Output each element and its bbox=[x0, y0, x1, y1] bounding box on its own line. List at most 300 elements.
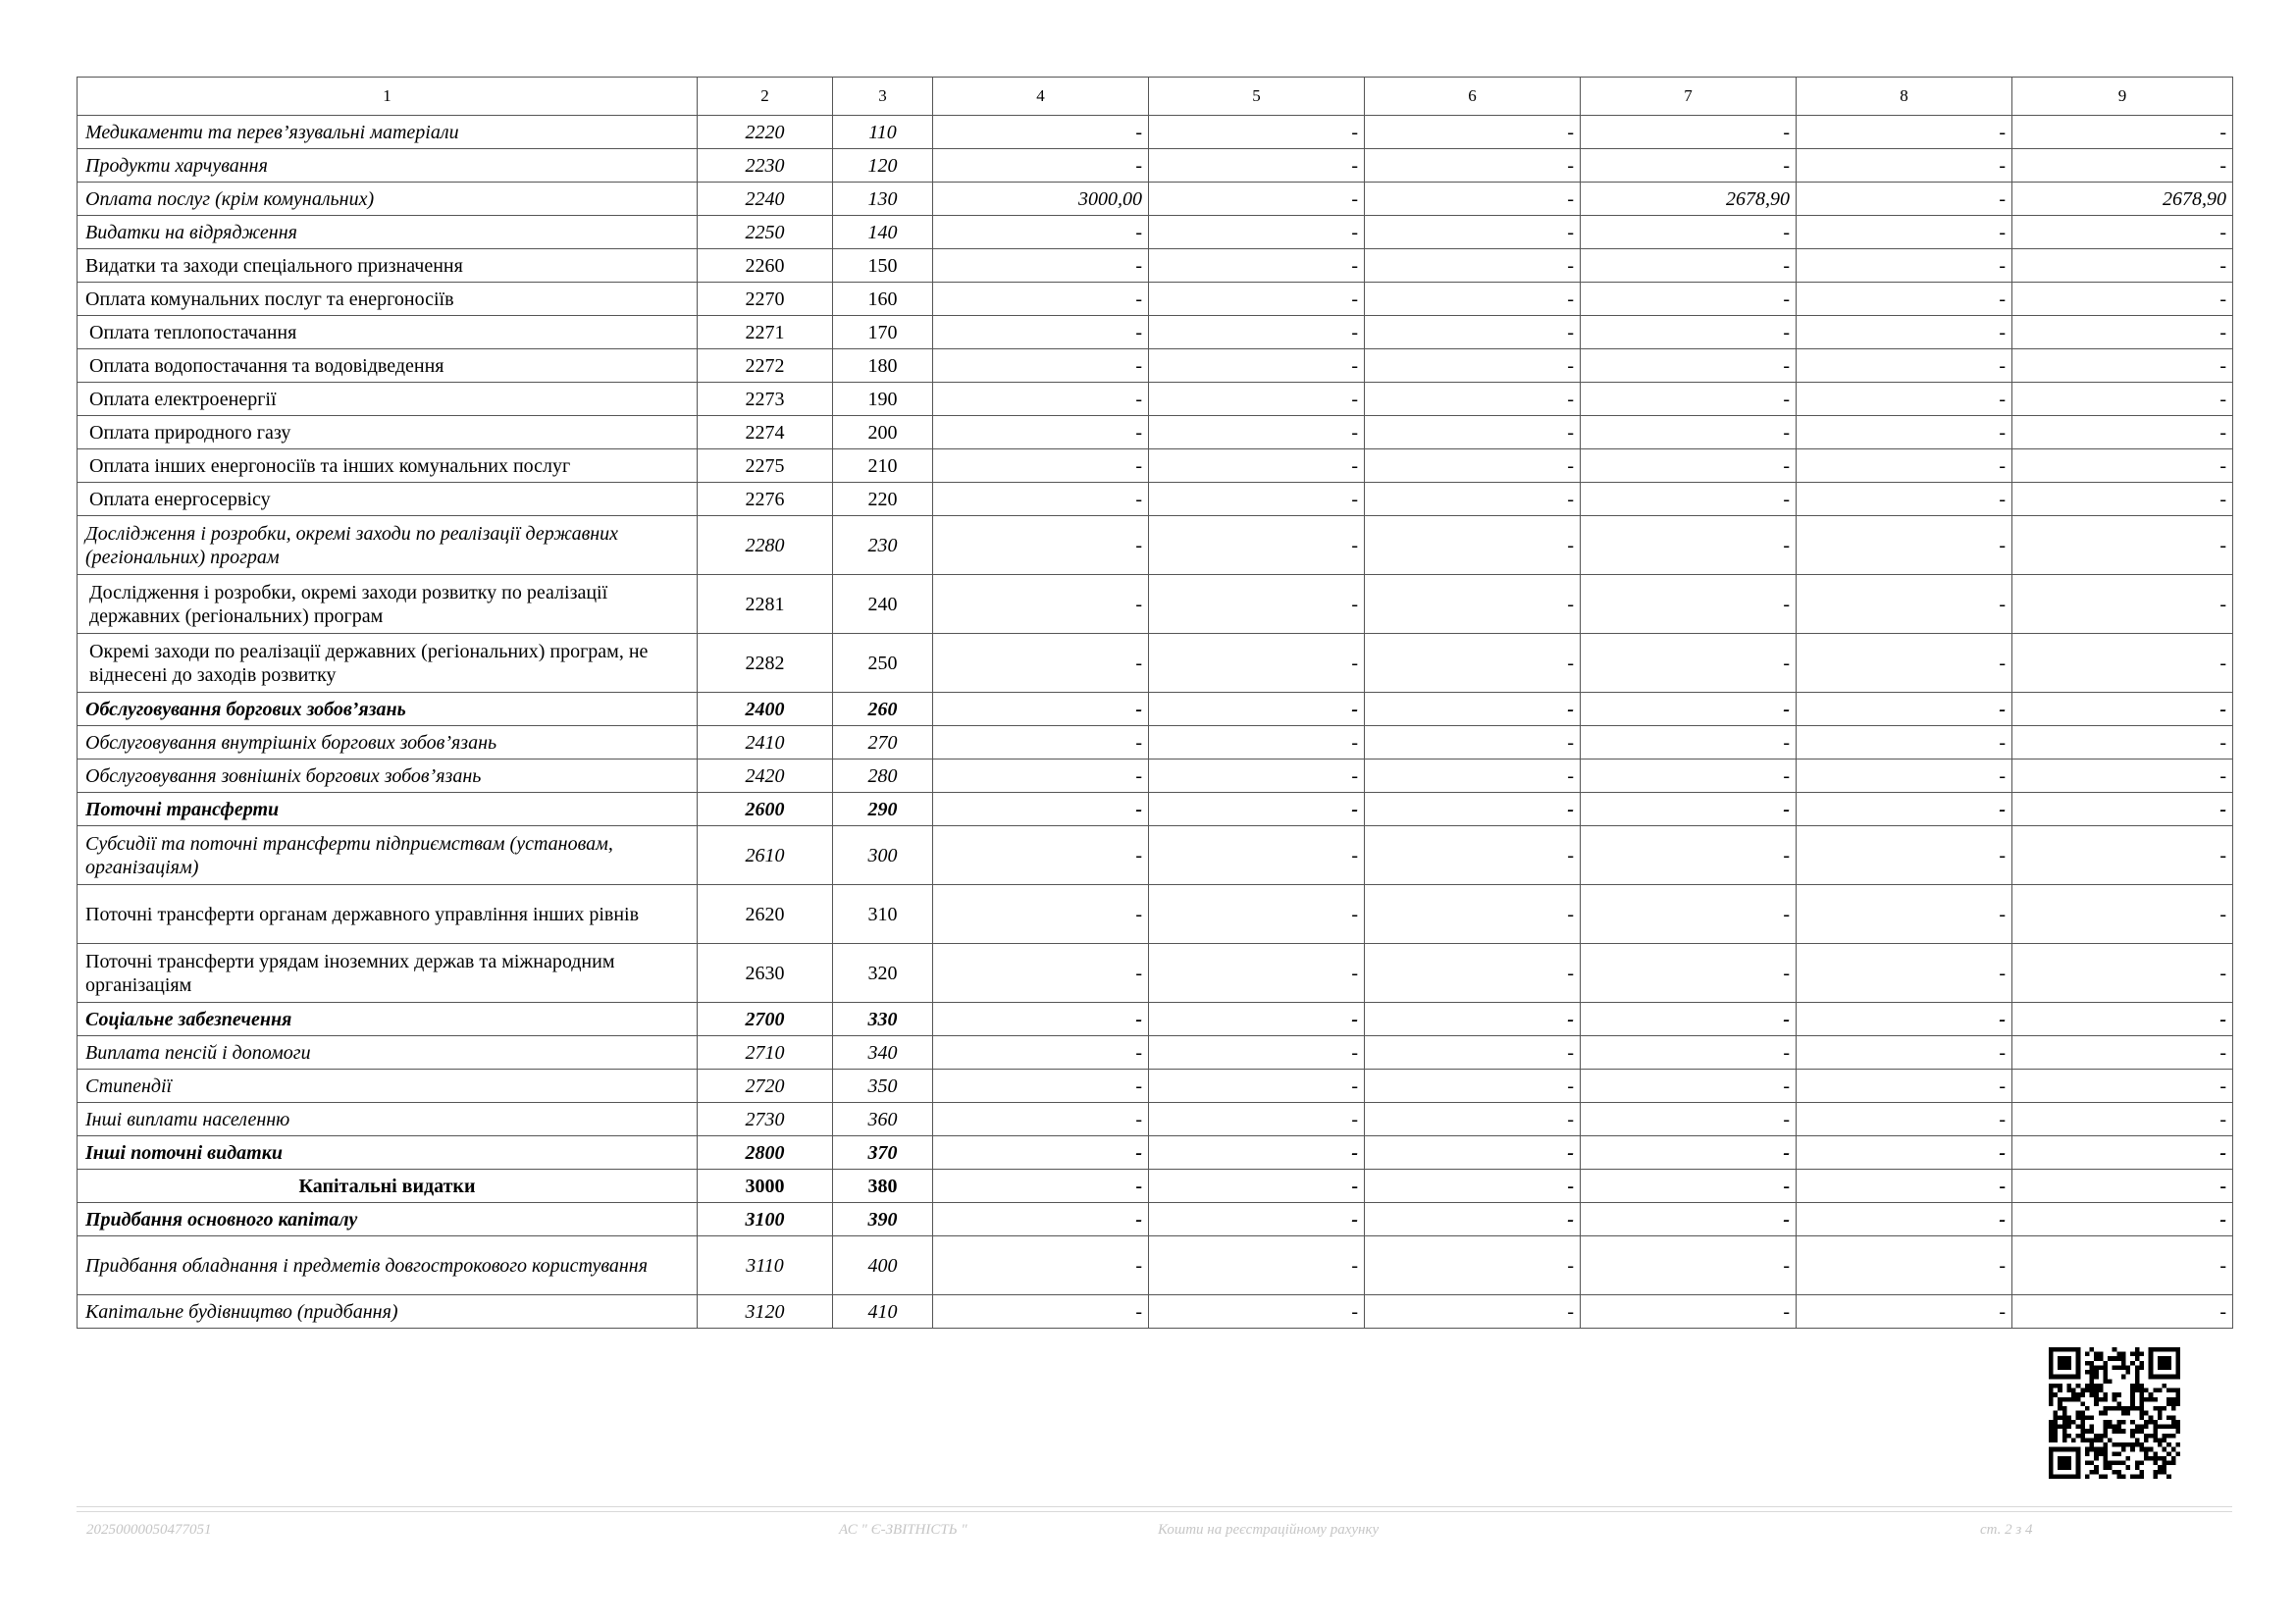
column-number: 7 bbox=[1581, 78, 1797, 116]
footer-form: Кошти на реєстраційному рахунку bbox=[1158, 1522, 1380, 1538]
row-name: Оплата водопостачання та водовідведення bbox=[78, 349, 698, 383]
row-name: Виплата пенсій і допомоги bbox=[78, 1036, 698, 1070]
row-value: - bbox=[1581, 283, 1797, 316]
row-value: - bbox=[1149, 249, 1365, 283]
row-value: - bbox=[1797, 283, 2012, 316]
row-value: - bbox=[933, 793, 1149, 826]
row-value: - bbox=[1581, 1170, 1797, 1203]
row-value: - bbox=[1797, 383, 2012, 416]
row-value: - bbox=[1581, 826, 1797, 885]
row-line: 300 bbox=[833, 826, 933, 885]
row-code: 2272 bbox=[698, 349, 833, 383]
row-value: - bbox=[1581, 216, 1797, 249]
row-value: - bbox=[1581, 885, 1797, 944]
row-value: - bbox=[1581, 575, 1797, 634]
row-value: - bbox=[1365, 449, 1581, 483]
row-value: 2678,90 bbox=[1581, 183, 1797, 216]
row-line: 110 bbox=[833, 116, 933, 149]
row-value: - bbox=[2012, 416, 2233, 449]
row-line: 120 bbox=[833, 149, 933, 183]
column-number: 9 bbox=[2012, 78, 2233, 116]
row-name: Капітальні видатки bbox=[78, 1170, 698, 1203]
row-value: - bbox=[1149, 885, 1365, 944]
row-code: 2274 bbox=[698, 416, 833, 449]
row-line: 410 bbox=[833, 1295, 933, 1329]
row-code: 2800 bbox=[698, 1136, 833, 1170]
row-value: - bbox=[1365, 249, 1581, 283]
row-value: - bbox=[933, 1003, 1149, 1036]
row-value: - bbox=[1149, 449, 1365, 483]
row-name: Обслуговування зовнішніх боргових зобов’язань bbox=[78, 760, 698, 793]
row-line: 400 bbox=[833, 1236, 933, 1295]
column-number: 1 bbox=[78, 78, 698, 116]
row-code: 3120 bbox=[698, 1295, 833, 1329]
column-number: 3 bbox=[833, 78, 933, 116]
row-value: - bbox=[1365, 183, 1581, 216]
row-name: Субсидії та поточні трансферти підприємствам (установам, організаціям) bbox=[78, 826, 698, 885]
row-value: - bbox=[1365, 693, 1581, 726]
table-row bbox=[78, 1170, 2233, 1203]
row-line: 320 bbox=[833, 944, 933, 1003]
table-row bbox=[78, 516, 2233, 575]
row-value: - bbox=[1365, 1295, 1581, 1329]
row-value: - bbox=[933, 283, 1149, 316]
row-value: - bbox=[1581, 793, 1797, 826]
row-name: Інші виплати населенню bbox=[78, 1103, 698, 1136]
row-value: - bbox=[1797, 1036, 2012, 1070]
row-value: - bbox=[2012, 1136, 2233, 1170]
row-name: Оплата комунальних послуг та енергоносіїв bbox=[78, 283, 698, 316]
row-code: 2630 bbox=[698, 944, 833, 1003]
row-value: - bbox=[1365, 793, 1581, 826]
row-value: - bbox=[1149, 634, 1365, 693]
row-value: - bbox=[1797, 249, 2012, 283]
row-value: - bbox=[2012, 449, 2233, 483]
row-value: - bbox=[933, 634, 1149, 693]
row-value: - bbox=[1365, 944, 1581, 1003]
row-value: - bbox=[1149, 216, 1365, 249]
footer-doc-id: 20250000050477051 bbox=[86, 1522, 212, 1538]
row-value: - bbox=[1149, 416, 1365, 449]
row-value: - bbox=[2012, 116, 2233, 149]
row-value: - bbox=[933, 316, 1149, 349]
row-name: Медикаменти та перев’язувальні матеріали bbox=[78, 116, 698, 149]
row-line: 350 bbox=[833, 1070, 933, 1103]
row-value: - bbox=[1149, 944, 1365, 1003]
row-value: - bbox=[1797, 575, 2012, 634]
row-value: - bbox=[933, 1136, 1149, 1170]
table-row bbox=[78, 1003, 2233, 1036]
row-value: - bbox=[933, 726, 1149, 760]
footer-divider bbox=[77, 1506, 2232, 1507]
row-value: - bbox=[1149, 826, 1365, 885]
row-value: - bbox=[1365, 826, 1581, 885]
row-code: 2220 bbox=[698, 116, 833, 149]
row-value: - bbox=[1149, 183, 1365, 216]
footer-system: АС " Є-ЗВІТНІСТЬ " bbox=[839, 1522, 967, 1538]
row-line: 270 bbox=[833, 726, 933, 760]
row-code: 2230 bbox=[698, 149, 833, 183]
table-row bbox=[78, 693, 2233, 726]
row-line: 230 bbox=[833, 516, 933, 575]
row-value: - bbox=[1365, 726, 1581, 760]
row-name: Видатки та заходи спеціального призначення bbox=[78, 249, 698, 283]
row-name: Придбання обладнання і предметів довгострокового користування bbox=[78, 1236, 698, 1295]
row-value: - bbox=[1797, 1170, 2012, 1203]
row-code: 2273 bbox=[698, 383, 833, 416]
row-value: - bbox=[1365, 383, 1581, 416]
row-code: 3110 bbox=[698, 1236, 833, 1295]
row-line: 180 bbox=[833, 349, 933, 383]
column-number-row bbox=[78, 78, 2233, 116]
row-value: - bbox=[1797, 483, 2012, 516]
row-value: - bbox=[933, 575, 1149, 634]
row-value: - bbox=[1581, 726, 1797, 760]
row-name: Окремі заходи по реалізації державних (регіональних) програм, не віднесені до заходів розвитку bbox=[78, 634, 698, 693]
row-value: - bbox=[1365, 149, 1581, 183]
row-code: 2420 bbox=[698, 760, 833, 793]
row-value: - bbox=[1581, 693, 1797, 726]
row-line: 150 bbox=[833, 249, 933, 283]
row-value: - bbox=[933, 483, 1149, 516]
table-row bbox=[78, 1136, 2233, 1170]
row-value: - bbox=[1149, 316, 1365, 349]
row-line: 160 bbox=[833, 283, 933, 316]
table-row bbox=[78, 249, 2233, 283]
row-value: - bbox=[1797, 1003, 2012, 1036]
row-value: - bbox=[1797, 693, 2012, 726]
row-code: 2410 bbox=[698, 726, 833, 760]
row-line: 280 bbox=[833, 760, 933, 793]
row-line: 140 bbox=[833, 216, 933, 249]
table-row bbox=[78, 575, 2233, 634]
table-row bbox=[78, 416, 2233, 449]
row-value: - bbox=[1581, 944, 1797, 1003]
table-row bbox=[78, 316, 2233, 349]
row-value: - bbox=[2012, 383, 2233, 416]
column-number: 8 bbox=[1797, 78, 2012, 116]
row-value: - bbox=[1797, 1136, 2012, 1170]
row-value: - bbox=[933, 149, 1149, 183]
row-value: - bbox=[2012, 634, 2233, 693]
row-code: 2282 bbox=[698, 634, 833, 693]
row-name: Поточні трансферти органам державного управління інших рівнів bbox=[78, 885, 698, 944]
column-number: 6 bbox=[1365, 78, 1581, 116]
table-row bbox=[78, 885, 2233, 944]
table-row bbox=[78, 944, 2233, 1003]
row-value: - bbox=[1365, 116, 1581, 149]
row-value: - bbox=[1797, 1295, 2012, 1329]
row-code: 2400 bbox=[698, 693, 833, 726]
row-value: - bbox=[933, 693, 1149, 726]
row-value: - bbox=[1365, 283, 1581, 316]
row-value: - bbox=[1797, 944, 2012, 1003]
row-line: 310 bbox=[833, 885, 933, 944]
row-name: Стипендії bbox=[78, 1070, 698, 1103]
column-number: 2 bbox=[698, 78, 833, 116]
row-value: - bbox=[933, 1070, 1149, 1103]
row-value: - bbox=[1797, 1070, 2012, 1103]
row-code: 2600 bbox=[698, 793, 833, 826]
row-value: - bbox=[1581, 1070, 1797, 1103]
row-line: 340 bbox=[833, 1036, 933, 1070]
row-value: - bbox=[2012, 349, 2233, 383]
row-name: Капітальне будівництво (придбання) bbox=[78, 1295, 698, 1329]
row-name: Обслуговування боргових зобов’язань bbox=[78, 693, 698, 726]
row-code: 2276 bbox=[698, 483, 833, 516]
row-value: - bbox=[1365, 349, 1581, 383]
row-value: 2678,90 bbox=[2012, 183, 2233, 216]
row-value: - bbox=[1149, 575, 1365, 634]
row-value: - bbox=[933, 760, 1149, 793]
row-value: - bbox=[1149, 483, 1365, 516]
row-value: - bbox=[1797, 183, 2012, 216]
row-value: - bbox=[1149, 1203, 1365, 1236]
row-line: 290 bbox=[833, 793, 933, 826]
row-value: - bbox=[1149, 793, 1365, 826]
row-value: - bbox=[2012, 1203, 2233, 1236]
row-value: - bbox=[1149, 1070, 1365, 1103]
row-value: - bbox=[1581, 349, 1797, 383]
row-value: - bbox=[1581, 149, 1797, 183]
table-row bbox=[78, 383, 2233, 416]
row-value: - bbox=[933, 416, 1149, 449]
table-row bbox=[78, 483, 2233, 516]
row-value: - bbox=[1581, 1136, 1797, 1170]
row-value: - bbox=[1365, 885, 1581, 944]
row-name: Оплата послуг (крім комунальних) bbox=[78, 183, 698, 216]
row-value: - bbox=[933, 383, 1149, 416]
row-value: - bbox=[1149, 283, 1365, 316]
row-value: - bbox=[933, 944, 1149, 1003]
row-line: 250 bbox=[833, 634, 933, 693]
row-value: - bbox=[1581, 760, 1797, 793]
row-value: - bbox=[1365, 316, 1581, 349]
row-name: Оплата енергосервісу bbox=[78, 483, 698, 516]
row-value: - bbox=[2012, 149, 2233, 183]
row-code: 2260 bbox=[698, 249, 833, 283]
row-value: - bbox=[2012, 693, 2233, 726]
row-code: 2250 bbox=[698, 216, 833, 249]
row-value: - bbox=[1365, 1036, 1581, 1070]
row-value: - bbox=[1581, 416, 1797, 449]
table-row bbox=[78, 726, 2233, 760]
row-value: - bbox=[1149, 726, 1365, 760]
row-value: - bbox=[1365, 1203, 1581, 1236]
row-name: Поточні трансферти урядам іноземних держав та міжнародним організаціям bbox=[78, 944, 698, 1003]
table-row bbox=[78, 793, 2233, 826]
row-line: 390 bbox=[833, 1203, 933, 1236]
row-value: - bbox=[933, 249, 1149, 283]
row-value: - bbox=[933, 1236, 1149, 1295]
row-name: Соціальне забезпечення bbox=[78, 1003, 698, 1036]
row-value: - bbox=[1149, 1103, 1365, 1136]
table-row bbox=[78, 1295, 2233, 1329]
row-value: - bbox=[1149, 1036, 1365, 1070]
table-row bbox=[78, 826, 2233, 885]
row-value: - bbox=[1365, 416, 1581, 449]
row-name: Дослідження і розробки, окремі заходи по реалізації державних (регіональних) програм bbox=[78, 516, 698, 575]
table-row bbox=[78, 449, 2233, 483]
footer-divider bbox=[77, 1511, 2232, 1512]
row-name: Видатки на відрядження bbox=[78, 216, 698, 249]
row-line: 370 bbox=[833, 1136, 933, 1170]
row-value: - bbox=[2012, 726, 2233, 760]
row-value: - bbox=[1797, 216, 2012, 249]
row-value: - bbox=[1365, 575, 1581, 634]
row-value: - bbox=[1365, 1136, 1581, 1170]
row-name: Оплата природного газу bbox=[78, 416, 698, 449]
row-value: - bbox=[1365, 1003, 1581, 1036]
table-row bbox=[78, 1236, 2233, 1295]
table-row bbox=[78, 149, 2233, 183]
row-value: - bbox=[1581, 1103, 1797, 1136]
budget-table bbox=[77, 77, 2233, 1329]
row-value: - bbox=[1149, 516, 1365, 575]
row-name: Оплата теплопостачання bbox=[78, 316, 698, 349]
row-code: 2610 bbox=[698, 826, 833, 885]
row-value: - bbox=[1581, 1295, 1797, 1329]
row-value: - bbox=[933, 885, 1149, 944]
row-value: - bbox=[933, 1203, 1149, 1236]
row-code: 2270 bbox=[698, 283, 833, 316]
row-value: - bbox=[1149, 1170, 1365, 1203]
row-code: 2620 bbox=[698, 885, 833, 944]
row-value: - bbox=[2012, 1003, 2233, 1036]
row-value: - bbox=[1581, 634, 1797, 693]
row-value: - bbox=[1797, 449, 2012, 483]
row-value: - bbox=[2012, 483, 2233, 516]
row-line: 380 bbox=[833, 1170, 933, 1203]
row-value: - bbox=[2012, 516, 2233, 575]
row-value: - bbox=[1149, 693, 1365, 726]
row-code: 3100 bbox=[698, 1203, 833, 1236]
row-value: - bbox=[933, 516, 1149, 575]
row-code: 2280 bbox=[698, 516, 833, 575]
row-value: - bbox=[2012, 1070, 2233, 1103]
row-line: 210 bbox=[833, 449, 933, 483]
row-value: - bbox=[1581, 516, 1797, 575]
table-row bbox=[78, 216, 2233, 249]
row-value: - bbox=[1365, 1170, 1581, 1203]
row-value: - bbox=[933, 1103, 1149, 1136]
row-value: - bbox=[933, 216, 1149, 249]
row-name: Дослідження і розробки, окремі заходи розвитку по реалізації державних (регіональних) програм bbox=[78, 575, 698, 634]
row-value: - bbox=[1581, 1003, 1797, 1036]
row-value: - bbox=[933, 349, 1149, 383]
row-value: - bbox=[1365, 634, 1581, 693]
table-row bbox=[78, 1070, 2233, 1103]
row-value: - bbox=[1581, 383, 1797, 416]
row-value: - bbox=[1581, 249, 1797, 283]
table-row bbox=[78, 116, 2233, 149]
row-value: - bbox=[1365, 216, 1581, 249]
row-value: - bbox=[1797, 760, 2012, 793]
row-line: 240 bbox=[833, 575, 933, 634]
row-value: - bbox=[1149, 1003, 1365, 1036]
row-value: - bbox=[1581, 316, 1797, 349]
row-value: - bbox=[2012, 1036, 2233, 1070]
row-value: - bbox=[1797, 349, 2012, 383]
row-value: - bbox=[1365, 760, 1581, 793]
footer-page: ст. 2 з 4 bbox=[1980, 1522, 2033, 1538]
row-code: 2700 bbox=[698, 1003, 833, 1036]
row-name: Поточні трансферти bbox=[78, 793, 698, 826]
row-value: - bbox=[2012, 944, 2233, 1003]
row-line: 330 bbox=[833, 1003, 933, 1036]
qr-code-icon bbox=[2049, 1347, 2180, 1479]
row-value: - bbox=[1797, 149, 2012, 183]
row-value: - bbox=[1365, 1103, 1581, 1136]
table-row bbox=[78, 183, 2233, 216]
row-value: - bbox=[1797, 316, 2012, 349]
row-name: Інші поточні видатки bbox=[78, 1136, 698, 1170]
row-value: - bbox=[1365, 1070, 1581, 1103]
row-value: - bbox=[1149, 760, 1365, 793]
row-code: 3000 bbox=[698, 1170, 833, 1203]
table-row bbox=[78, 634, 2233, 693]
column-number: 5 bbox=[1149, 78, 1365, 116]
row-value: - bbox=[1581, 1036, 1797, 1070]
row-value: - bbox=[933, 449, 1149, 483]
row-value: - bbox=[1797, 793, 2012, 826]
row-value: - bbox=[1581, 483, 1797, 516]
row-value: - bbox=[1797, 116, 2012, 149]
row-value: - bbox=[1581, 116, 1797, 149]
row-value: - bbox=[2012, 1170, 2233, 1203]
row-name: Обслуговування внутрішніх боргових зобов’язань bbox=[78, 726, 698, 760]
row-value: - bbox=[1581, 1236, 1797, 1295]
table-row bbox=[78, 1103, 2233, 1136]
row-value: - bbox=[2012, 316, 2233, 349]
row-line: 360 bbox=[833, 1103, 933, 1136]
table-row bbox=[78, 349, 2233, 383]
column-number: 4 bbox=[933, 78, 1149, 116]
row-line: 200 bbox=[833, 416, 933, 449]
row-name: Продукти харчування bbox=[78, 149, 698, 183]
row-code: 2730 bbox=[698, 1103, 833, 1136]
row-value: - bbox=[1797, 416, 2012, 449]
row-value: - bbox=[1797, 634, 2012, 693]
row-value: - bbox=[1149, 116, 1365, 149]
row-value: - bbox=[2012, 760, 2233, 793]
row-value: - bbox=[1581, 1203, 1797, 1236]
row-value: - bbox=[933, 826, 1149, 885]
row-value: - bbox=[1149, 383, 1365, 416]
table-row bbox=[78, 283, 2233, 316]
row-value: - bbox=[2012, 885, 2233, 944]
row-line: 220 bbox=[833, 483, 933, 516]
row-value: - bbox=[933, 1036, 1149, 1070]
row-value: - bbox=[2012, 575, 2233, 634]
row-code: 2281 bbox=[698, 575, 833, 634]
row-value: - bbox=[933, 1170, 1149, 1203]
row-code: 2275 bbox=[698, 449, 833, 483]
table-row bbox=[78, 760, 2233, 793]
row-name: Оплата електроенергії bbox=[78, 383, 698, 416]
row-value: - bbox=[1797, 516, 2012, 575]
row-value: - bbox=[1149, 349, 1365, 383]
table-row bbox=[78, 1036, 2233, 1070]
row-value: - bbox=[1149, 149, 1365, 183]
row-line: 130 bbox=[833, 183, 933, 216]
row-line: 260 bbox=[833, 693, 933, 726]
row-line: 170 bbox=[833, 316, 933, 349]
row-value: - bbox=[933, 116, 1149, 149]
row-value: - bbox=[2012, 1236, 2233, 1295]
row-value: 3000,00 bbox=[933, 183, 1149, 216]
row-value: - bbox=[2012, 283, 2233, 316]
